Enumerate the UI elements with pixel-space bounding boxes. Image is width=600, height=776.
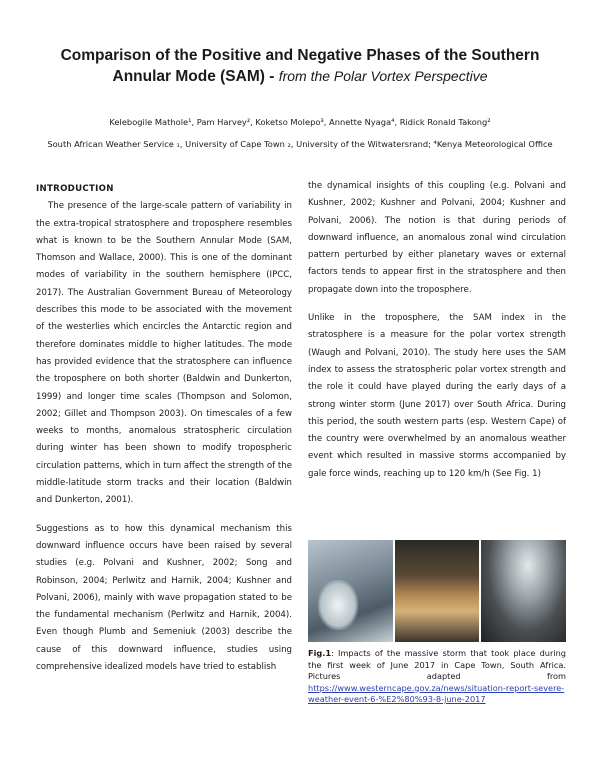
right-paragraph-2: Unlike in the troposphere, the SAM index in the stratosphere is a measure for the polar vortex strength (Waugh and Polvani, 2010). The study here uses the SAM index to assess the stratospheric polar vortex strength and the role it could have played during the early days of a strong winter storm (June 2017) over South Africa. During this period, the south western parts (esp. Western Cape) of the country were overwhelmed by an anomalous weather event which resulted in massive storms accompanied by gale force winds, reaching up to 120 km/h (See Fig. 1)	[308, 313, 566, 479]
title-line-1: Comparison of the Positive and Negative Phases of the Southern	[60, 47, 540, 64]
figure-caption	[308, 648, 566, 706]
title-line-2-italic: from the Polar Vortex Perspective	[278, 68, 488, 84]
affiliations: South African Weather Service ₁, University of Cape Town ₂, University of the Witwatersrand; ⁴Kenya Meteorological Office	[47, 139, 553, 149]
title-line-2	[30, 66, 570, 87]
source-link[interactable]: https://www.westerncape.gov.za/news/situation-report-severe-weather-event-6-%E2%80%93-8-june-2017	[308, 682, 565, 704]
section-heading: INTRODUCTION	[36, 184, 114, 194]
title-line-2-main: Annular Mode (SAM) -	[112, 68, 279, 85]
paragraph-spacer	[36, 510, 292, 521]
right-paragraph-1: the dynamical insights of this coupling (e.g. Polvani and Kushner, 2002; Kushner and Polvani, 2004; Kushner and Polvani, 2006). The notion is that during periods of downward influence, an anomalous zonal wind circulation pattern perturbed by either planetary waves or external factors tends to appear first in the stratosphere and then propagate down into the troposphere.	[308, 181, 566, 295]
figure-photos	[308, 540, 566, 642]
left-column	[36, 181, 292, 676]
intro-paragraph-1: The presence of the large-scale pattern of variability in the extra-tropical stratosphere and troposphere resembles what is known to be the Southern Annular Mode (SAM, Thomson and Wallace, 2000). This is one of the dominant modes of variability in the southern hemisphere (IPCC, 2017). The Australian Government Bureau of Meteorology describes this mode to be associated with the movement of the westerlies which encircles the Antarctic region and therefore dominates middle to higher latitudes. The mode has provided evidence that the stratosphere can influence the troposphere on both shorter (Baldwin and Dunkerton, 1999) and longer time scales (Thompson and Solomon, 2002; Gillet and Thompson 2003). On timescales of a few weeks to months, anomalous stratospheric circulation during winter has been shown to modify tropospheric circulation patterns, which in turn affect the strength of the middle-latitude storm tracks and their location (Baldwin and Dunkerton, 2001).	[36, 201, 292, 506]
intro-paragraph-2: Suggestions as to how this dynamical mechanism this downward influence occurs have been raised by several studies (e.g. Polvani and Kushner, 2002; Song and Robinson, 2004; Perlwitz and Harnik, 2004; Kushner and Polvani, 2006), mainly with wave propagation stated to be the fundamental mechanism (Perlwitz and Harnik, 2004). Even though Plumb and Semeniuk (2003) describe the cause of this downward influence, studies using comprehensive idealized models have tried to establish	[36, 523, 292, 673]
storm-clouds-photo	[481, 540, 566, 642]
caption-text: : Impacts of the massive storm that took place during the first week of June 2017 in Cape Town, South Africa. Pictures adapted from	[308, 648, 566, 681]
author-list: Kelebogile Mathole¹, Pam Harvey², Koketso Molepo³, Annette Nyaga⁴, Ridick Ronald Takong²	[109, 117, 491, 127]
paper-title	[30, 45, 570, 87]
figure-label: Fig.1	[308, 648, 332, 658]
right-column	[308, 178, 566, 483]
damaged-roof-photo	[395, 540, 480, 642]
paragraph-spacer	[308, 299, 566, 310]
storm-waves-photo	[308, 540, 393, 642]
